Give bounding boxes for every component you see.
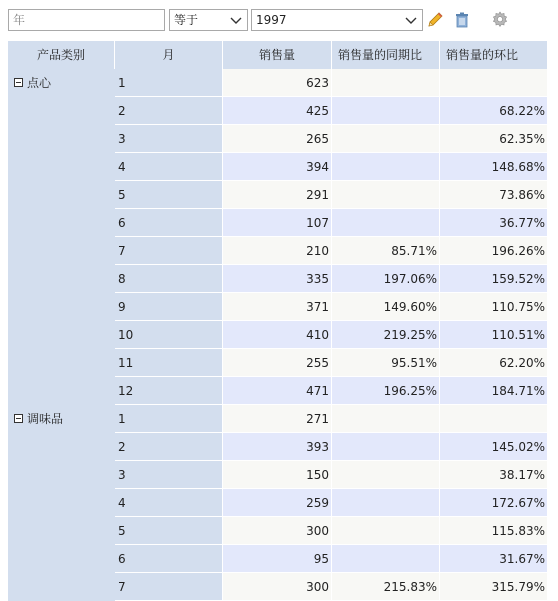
month-cell: 4 — [115, 489, 223, 517]
month-cell: 2 — [115, 97, 223, 125]
month-cell: 3 — [115, 125, 223, 153]
mom-cell: 172.67% — [440, 489, 548, 517]
table-row — [8, 461, 548, 489]
month-cell: 3 — [115, 461, 223, 489]
mom-cell: 73.86% — [440, 181, 548, 209]
yoy-cell — [332, 125, 440, 153]
value-text: 1997 — [256, 13, 287, 27]
month-cell: 7 — [115, 573, 223, 601]
table-row — [8, 265, 548, 293]
sales-cell: 425 — [223, 97, 332, 125]
table-row — [8, 293, 548, 321]
yoy-cell: 197.06% — [332, 265, 440, 293]
value-select[interactable] — [251, 9, 423, 31]
yoy-cell — [332, 97, 440, 125]
mom-cell — [440, 405, 548, 433]
chevron-down-icon — [404, 13, 418, 27]
pencil-icon[interactable] — [425, 10, 445, 30]
table-row — [8, 517, 548, 545]
sales-cell: 335 — [223, 265, 332, 293]
yoy-cell: 219.25% — [332, 321, 440, 349]
mom-cell: 38.17% — [440, 461, 548, 489]
mom-cell: 145.02% — [440, 433, 548, 461]
yoy-cell — [332, 517, 440, 545]
month-cell: 2 — [115, 433, 223, 461]
yoy-cell: 215.83% — [332, 573, 440, 601]
operator-select[interactable] — [169, 9, 248, 31]
header-mom[interactable]: 销售量的环比 — [440, 41, 548, 69]
sales-cell: 265 — [223, 125, 332, 153]
table-row — [8, 321, 548, 349]
mom-cell: 36.77% — [440, 209, 548, 237]
field-input[interactable] — [8, 9, 165, 31]
yoy-cell — [332, 433, 440, 461]
yoy-cell — [332, 209, 440, 237]
month-cell: 6 — [115, 209, 223, 237]
category-name: 点心 — [27, 76, 52, 90]
month-cell: 6 — [115, 545, 223, 573]
sales-cell: 259 — [223, 489, 332, 517]
yoy-cell — [332, 489, 440, 517]
sales-cell: 150 — [223, 461, 332, 489]
yoy-cell — [332, 461, 440, 489]
sales-cell: 255 — [223, 349, 332, 377]
sales-cell: 471 — [223, 377, 332, 405]
trash-icon[interactable] — [452, 10, 472, 30]
sales-cell: 623 — [223, 69, 332, 97]
table-row — [8, 405, 548, 433]
mom-cell: 110.51% — [440, 321, 548, 349]
gear-icon[interactable] — [490, 10, 510, 30]
table-row — [8, 489, 548, 517]
yoy-cell — [332, 181, 440, 209]
yoy-cell: 149.60% — [332, 293, 440, 321]
month-cell: 5 — [115, 181, 223, 209]
yoy-cell — [332, 545, 440, 573]
filter-toolbar — [0, 0, 558, 40]
month-cell: 1 — [115, 69, 223, 97]
month-cell: 5 — [115, 517, 223, 545]
table-row — [8, 377, 548, 405]
mom-cell: 68.22% — [440, 97, 548, 125]
table-row — [8, 237, 548, 265]
mom-cell: 62.20% — [440, 349, 548, 377]
month-cell: 10 — [115, 321, 223, 349]
mom-cell: 31.67% — [440, 545, 548, 573]
month-cell: 12 — [115, 377, 223, 405]
sales-cell: 393 — [223, 433, 332, 461]
table-row — [8, 97, 548, 125]
month-cell: 4 — [115, 153, 223, 181]
table-row — [8, 181, 548, 209]
yoy-cell: 95.51% — [332, 349, 440, 377]
table-row — [8, 153, 548, 181]
mom-cell: 110.75% — [440, 293, 548, 321]
yoy-cell — [332, 69, 440, 97]
mom-cell: 62.35% — [440, 125, 548, 153]
month-cell: 8 — [115, 265, 223, 293]
mom-cell: 315.79% — [440, 573, 548, 601]
mom-cell: 184.71% — [440, 377, 548, 405]
sales-cell: 271 — [223, 405, 332, 433]
yoy-cell: 85.71% — [332, 237, 440, 265]
month-cell: 11 — [115, 349, 223, 377]
sales-cell: 410 — [223, 321, 332, 349]
table-row — [8, 545, 548, 573]
mom-cell: 159.52% — [440, 265, 548, 293]
month-cell: 1 — [115, 405, 223, 433]
table-row — [8, 349, 548, 377]
header-category[interactable]: 产品类别 — [8, 41, 115, 69]
sales-cell: 291 — [223, 181, 332, 209]
sales-cell: 107 — [223, 209, 332, 237]
chevron-down-icon — [229, 13, 243, 27]
operator-value: 等于 — [174, 13, 199, 27]
yoy-cell: 196.25% — [332, 377, 440, 405]
sales-cell: 95 — [223, 545, 332, 573]
header-yoy[interactable]: 销售量的同期比 — [332, 41, 440, 69]
sales-cell: 300 — [223, 517, 332, 545]
yoy-cell — [332, 153, 440, 181]
mom-cell — [440, 69, 548, 97]
month-cell: 7 — [115, 237, 223, 265]
table-header — [8, 41, 548, 69]
table-row — [8, 433, 548, 461]
mom-cell: 196.26% — [440, 237, 548, 265]
sales-cell: 210 — [223, 237, 332, 265]
table-row — [8, 125, 548, 153]
mom-cell: 115.83% — [440, 517, 548, 545]
mom-cell: 148.68% — [440, 153, 548, 181]
sales-cell: 394 — [223, 153, 332, 181]
header-month[interactable]: 月 — [115, 41, 223, 69]
sales-cell: 300 — [223, 573, 332, 601]
table-row — [8, 209, 548, 237]
table-row — [8, 69, 548, 97]
header-sales[interactable]: 销售量 — [223, 41, 332, 69]
month-cell: 9 — [115, 293, 223, 321]
sales-cell: 371 — [223, 293, 332, 321]
category-name: 调味品 — [27, 412, 64, 426]
table-row — [8, 573, 548, 601]
yoy-cell — [332, 405, 440, 433]
